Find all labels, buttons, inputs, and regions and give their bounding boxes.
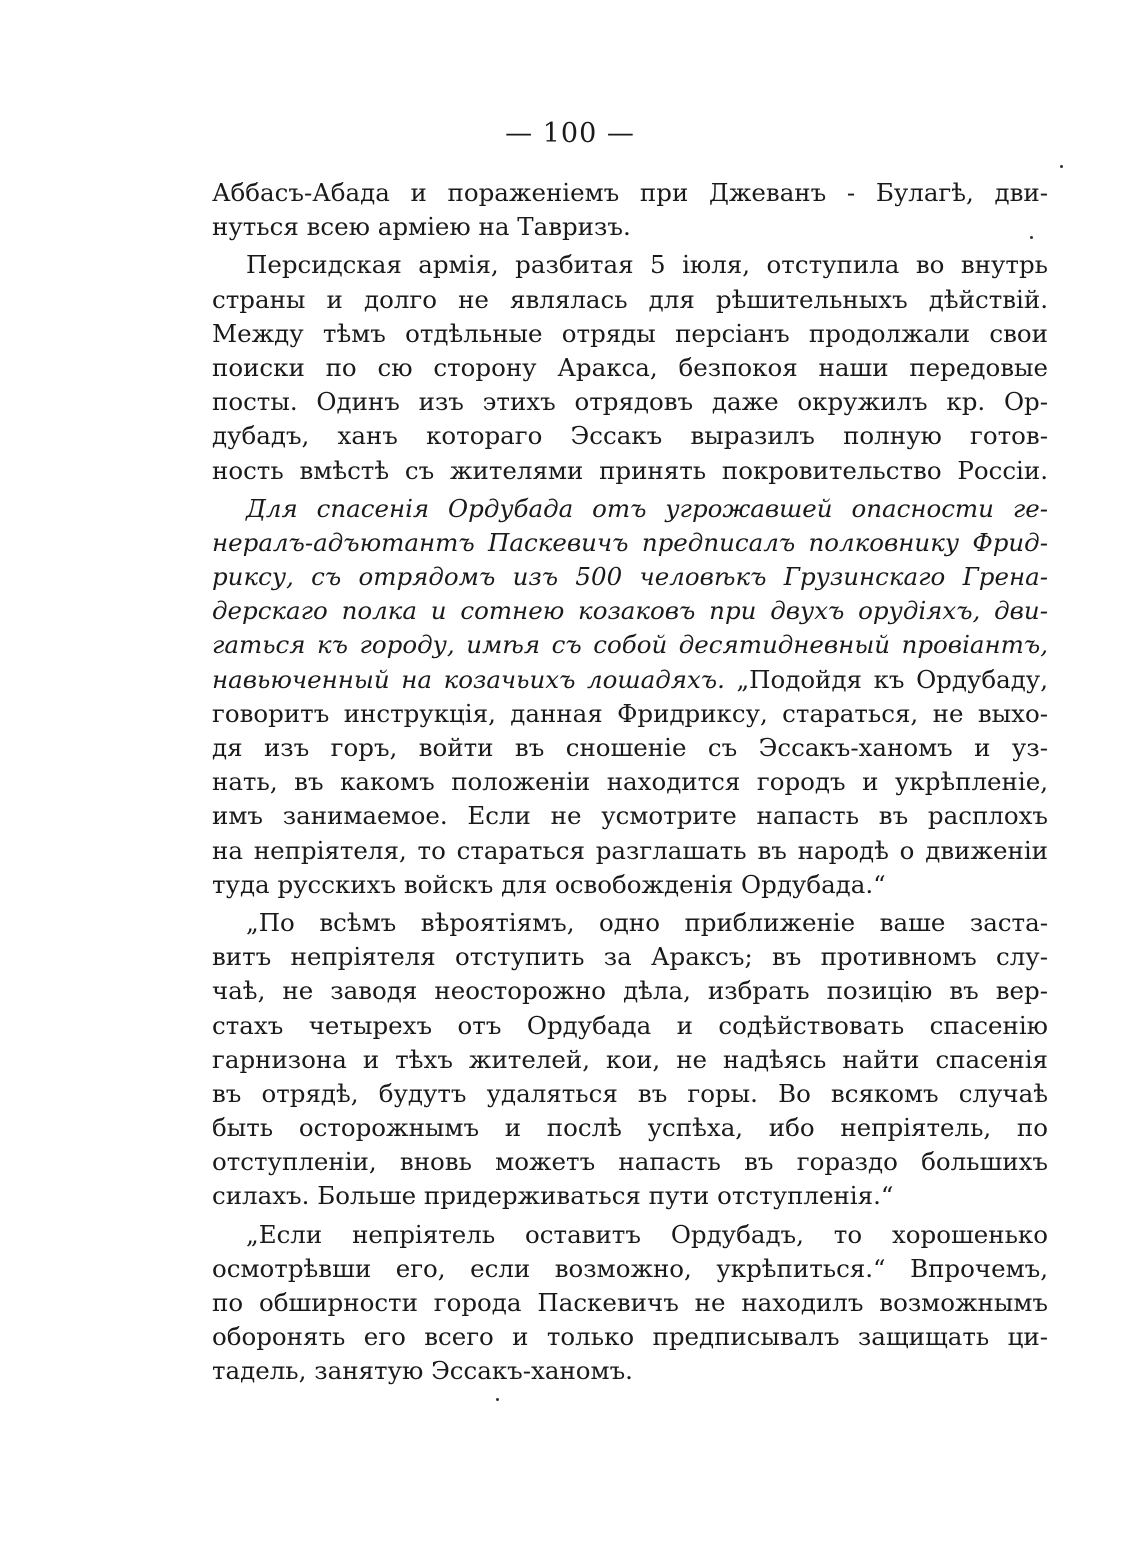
- text-line: витъ непріятеля отступить за Араксъ; въ противномъ слу-: [212, 942, 1048, 972]
- text-line: дя изъ горъ, войти въ сношеніе съ Эссакъ-ханомъ и уз-: [212, 733, 1048, 762]
- text-line: поиски по сю сторону Аракса, безпокоя наши передовые: [212, 352, 1048, 382]
- text-line: по обширности города Паскевичъ не находилъ возможнымъ: [212, 1288, 1048, 1317]
- text-line: нать, въ какомъ положеніи находится городъ и укрѣпленіе,: [212, 767, 1048, 797]
- text-line: въ отрядѣ, будутъ удаляться въ горы. Во всякомъ случаѣ: [212, 1078, 1048, 1108]
- text-line: чаѣ, не заводя неосторожно дѣла, избрать позицію въ вер-: [212, 976, 1048, 1006]
- scan-speck: [1030, 236, 1033, 239]
- text-line: гаться къ городу, имѣя съ собой десятидневный провіантъ,: [212, 630, 1048, 660]
- text-line: ность вмѣстѣ съ жителями принять покровительство Россіи.: [212, 455, 1048, 485]
- text-line: „Если непріятель оставитъ Ордубадъ, то хорошенько: [246, 1219, 1048, 1249]
- text-line: нералъ-адъютантъ Паскевичъ предписалъ полковнику Фрид-: [212, 527, 1048, 557]
- text-line: [212, 663, 1048, 697]
- text-line: Между тѣмъ отдѣльные отряды персіанъ продолжали свои: [212, 318, 1048, 348]
- text-line: оборонять его всего и только предписывалъ защищать ци-: [212, 1322, 1048, 1352]
- text-line: посты. Одинъ изъ этихъ отрядовъ даже окружилъ кр. Ор-: [212, 387, 1048, 417]
- text-line: „По всѣмъ вѣроятіямъ, одно приближеніе ваше заста-: [246, 907, 1048, 937]
- body-text: [212, 176, 1048, 1389]
- text-line: Персидская армія, разбитая 5 іюля, отступила во внутрь: [246, 250, 1048, 280]
- text-line: быть осторожнымъ и послѣ успѣха, ибо непріятель, по: [212, 1113, 1048, 1143]
- text-line: нуться всею арміею на Тавризъ.: [212, 212, 631, 242]
- scan-speck: [1060, 165, 1063, 168]
- italic-segment: навьюченный на козачьихъ лошадяхъ.: [212, 664, 725, 694]
- text-line: осмотрѣвши его, если возможно, укрѣпиться.“ Впрочемъ,: [212, 1253, 1048, 1283]
- quote-start: „Подойдя къ Ордубаду,: [736, 664, 1048, 694]
- text-line: силахъ. Больше придерживаться пути отступленія.“: [212, 1181, 894, 1211]
- text-line: имъ занимаемое. Если не усмотрите напасть въ расплохъ: [212, 801, 1048, 831]
- text-line: дубадъ, ханъ котораго Эссакъ выразилъ полную готов-: [212, 421, 1048, 451]
- text-line: гарнизона и тѣхъ жителей, кои, не надѣясь найти спасенія: [212, 1044, 1048, 1074]
- scan-speck: [496, 1398, 499, 1401]
- text-line: говоритъ инструкція, данная Фридриксу, стараться, не выхо-: [212, 698, 1048, 728]
- text-line: страны и долго не являлась для рѣшительныхъ дѣйствій.: [212, 284, 1048, 314]
- page-number: — 100 —: [505, 118, 635, 149]
- text-line: Для спасенія Ордубада отъ угрожавшей опасности ге-: [246, 493, 1048, 523]
- text-line: стахъ четырехъ отъ Ордубада и содѣйствовать спасенію: [212, 1010, 1048, 1040]
- text-line: риксу, съ отрядомъ изъ 500 человѣкъ Грузинскаго Грена-: [212, 562, 1048, 592]
- text-line: туда русскихъ войскъ для освобожденія Ордубада.“: [212, 869, 886, 899]
- text-line: дерскаго полка и сотнею козаковъ при двухъ орудіяхъ, дви-: [212, 596, 1048, 626]
- text-line: отступленіи, вновь можетъ напасть въ гораздо большихъ: [212, 1147, 1048, 1177]
- text-line: Аббасъ-Абада и пораженіемъ при Джеванъ - Булагѣ, дви-: [212, 178, 1048, 207]
- text-line: на непріятеля, то стараться разглашать въ народѣ о движеніи: [212, 835, 1048, 865]
- text-line: тадель, занятую Эссакъ-ханомъ.: [212, 1356, 633, 1386]
